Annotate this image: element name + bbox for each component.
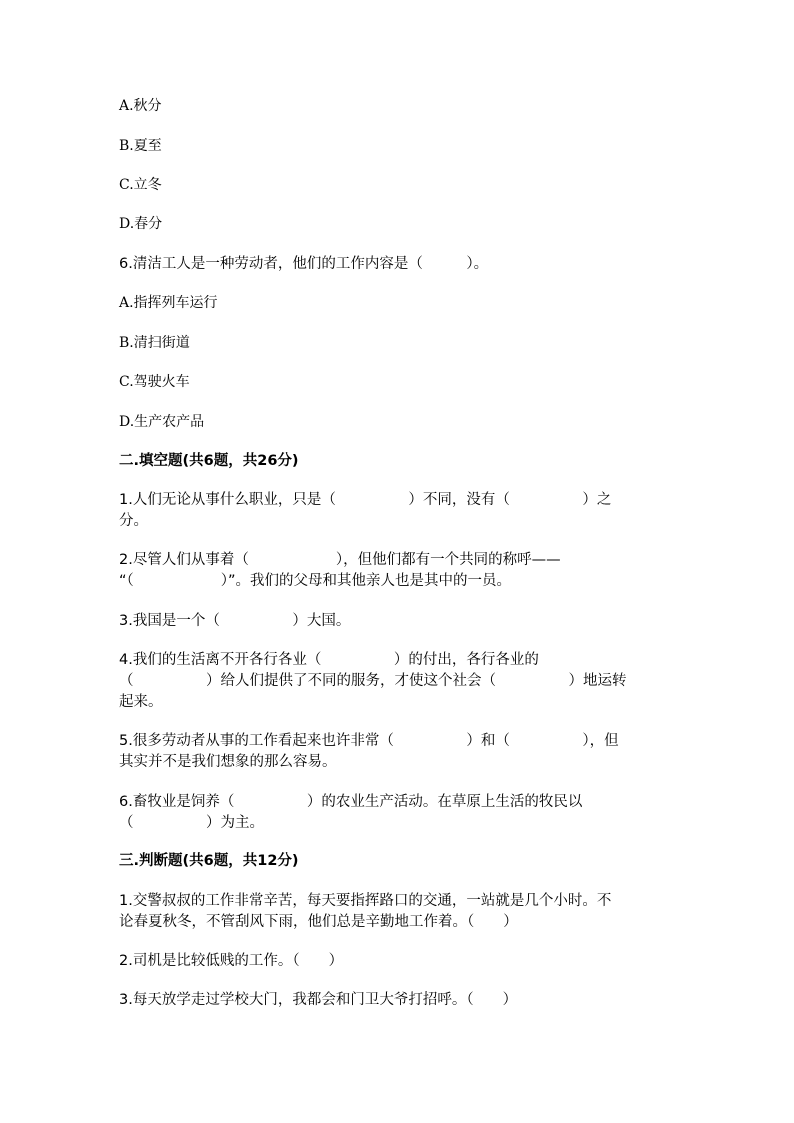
judge-q1-line2: 论春夏秋冬，不管刮风下雨，他们总是辛勤地工作着。（ ）	[119, 914, 518, 930]
judge-q3-line1: 3.每天放学走过学校大门，我都会和门卫大爷打招呼。（ ）	[119, 992, 518, 1008]
fill-q3-line1: 3.我国是一个（ ）大国。	[119, 613, 351, 629]
judge-q2-line1: 2.司机是比较低贱的工作。（ ）	[119, 953, 344, 969]
q6-option-a: A.指挥列车运行	[119, 295, 218, 311]
q5-option-b: B.夏至	[119, 138, 162, 154]
q6-stem: 6.清洁工人是一种劳动者，他们的工作内容是（ ）。	[119, 256, 489, 272]
fill-q4-line3: 起来。	[119, 694, 163, 710]
fill-q5-line1: 5.很多劳动者从事的工作看起来也许非常（ ）和（ ），但	[119, 733, 619, 749]
fill-q1-line2: 分。	[119, 513, 148, 529]
q6-option-c: C.驾驶火车	[119, 374, 190, 390]
q5-option-c: C.立冬	[119, 177, 162, 193]
judge-q1-line1: 1.交警叔叔的工作非常辛苦，每天要指挥路口的交通，一站就是几个小时。不	[119, 893, 612, 909]
section2-title: 二.填空题(共6题，共26分)	[119, 453, 299, 469]
fill-q5-line2: 其实并不是我们想象的那么容易。	[119, 754, 337, 770]
q6-option-d: D.生产农产品	[119, 414, 205, 430]
fill-q6-line2: （ ）为主。	[119, 815, 264, 831]
fill-q2-line2: “（ ）”。我们的父母和其他亲人也是其中的一员。	[119, 573, 512, 589]
fill-q6-line1: 6.畜牧业是饲养（ ）的农业生产活动。在草原上生活的牧民以	[119, 794, 583, 810]
q5-option-d: D.春分	[119, 216, 163, 232]
q6-option-b: B.清扫街道	[119, 335, 190, 351]
fill-q4-line2: （ ）给人们提供了不同的服务，才使这个社会（ ）地运转	[119, 673, 627, 689]
section3-title: 三.判断题(共6题，共12分)	[119, 853, 299, 869]
fill-q4-line1: 4.我们的生活离不开各行各业（ ）的付出，各行各业的	[119, 652, 539, 668]
fill-q1-line1: 1.人们无论从事什么职业，只是（ ）不同，没有（ ）之	[119, 492, 612, 508]
q5-option-a: A.秋分	[119, 98, 162, 114]
fill-q2-line1: 2.尽管人们从事着（ ），但他们都有一个共同的称呼——	[119, 552, 561, 568]
